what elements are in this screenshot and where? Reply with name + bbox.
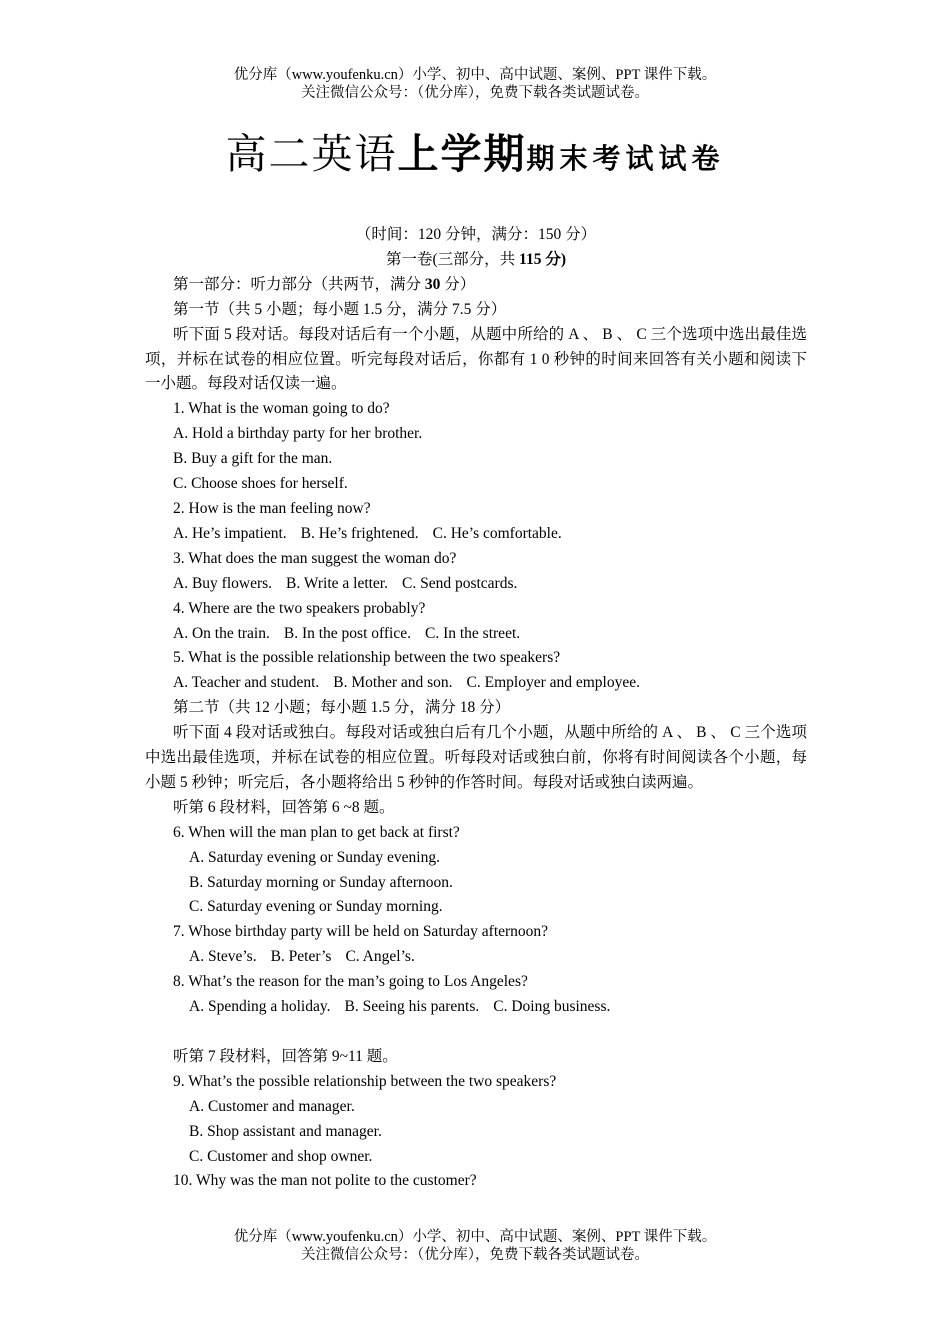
page-footer [0, 1228, 950, 1264]
question-2-option-a: A. He’s impatient. [173, 524, 287, 542]
question-8-option-b: B. Seeing his parents. [344, 998, 480, 1016]
question-8-options [145, 995, 807, 1020]
question-5-options [145, 671, 807, 696]
question-4-option-a: A. On the train. [173, 624, 270, 642]
exam-content [145, 223, 807, 1194]
section-2-heading: 第二节（共 12 小题；每小题 1.5 分，满分 18 分） [173, 699, 511, 717]
question-5-option-a: A. Teacher and student. [173, 674, 320, 692]
question-9-option-c: C. Customer and shop owner. [189, 1147, 373, 1165]
question-8-option-c: C. Doing business. [493, 998, 611, 1016]
material-7-heading: 听第 7 段材料，回答第 9~11 题。 [173, 1047, 398, 1065]
question-6: 6. When will the man plan to get back at first? [173, 823, 460, 841]
question-2-option-c: C. He’s comfortable. [432, 524, 562, 542]
blank-line [145, 1020, 807, 1045]
question-4-options [145, 622, 807, 647]
question-4-option-b: B. In the post office. [283, 624, 411, 642]
title-part-3: 期末考试试卷 [526, 142, 725, 175]
question-5-option-c: C. Employer and employee. [466, 674, 640, 692]
volume-1-heading: 第一卷(三部分，共 115 分) [386, 250, 566, 268]
material-6-heading: 听第 6 段材料，回答第 6 ~8 题。 [173, 798, 395, 816]
question-7-option-a: A. Steve’s. [189, 948, 257, 966]
question-7-option-c: C. Angel’s. [345, 948, 415, 966]
question-3-option-a: A. Buy flowers. [173, 574, 273, 592]
question-8: 8. What’s the reason for the man’s going to Los Angeles? [173, 973, 528, 991]
question-4-option-c: C. In the street. [425, 624, 521, 642]
footer-line-2: 关注微信公众号：（优分库），免费下载各类试题试卷。 [301, 1247, 649, 1263]
question-9-option-b: B. Shop assistant and manager. [189, 1122, 382, 1140]
footer-line-1: 优分库（www.youfenku.cn）小学、初中、高中试题、案例、PPT 课件下载。 [233, 1229, 717, 1245]
question-6-option-c: C. Saturday evening or Sunday morning. [189, 898, 443, 916]
question-1-option-a: A. Hold a birthday party for her brother. [173, 425, 423, 443]
page-title [0, 126, 950, 192]
question-6-option-a: A. Saturday evening or Sunday evening. [189, 848, 440, 866]
header-line-2: 关注微信公众号：（优分库），免费下载各类试题试卷。 [301, 85, 649, 101]
question-5-option-b: B. Mother and son. [333, 674, 453, 692]
question-9: 9. What’s the possible relationship between the two speakers? [173, 1072, 557, 1090]
question-2-options [145, 522, 807, 547]
question-1-option-c: C. Choose shoes for herself. [173, 475, 348, 493]
section-1-instruction: 听下面 5 段对话。每段对话后有一个小题，从题中所给的 A 、 B 、 C 三个选项中选出最佳选项，并标在试卷的相应位置。听完每段对话后，你都有 1 0 秒钟的时间来回答有关小题和阅读下一小题。每段对话仅读一遍。 [145, 325, 807, 393]
question-5: 5. What is the possible relationship between the two speakers? [173, 649, 561, 667]
question-3-option-c: C. Send postcards. [402, 574, 518, 592]
question-10: 10. Why was the man not polite to the customer? [173, 1172, 477, 1190]
part-1-heading: 第一部分：听力部分（共两节，满分 30 分） [173, 275, 476, 293]
question-7: 7. Whose birthday party will be held on Saturday afternoon? [173, 923, 549, 941]
section-2-instruction: 听下面 4 段对话或独白。每段对话或独白后有几个小题，从题中所给的 A 、 B 、 C 三个选项中选出最佳选项，并标在试卷的相应位置。听每段对话或独白前，你将有时间阅读各个小题，每小题 5 秒钟；听完后，各小题将给出 5 秒钟的作答时间。每段对话或独白读两遍。 [145, 724, 807, 791]
question-3-option-b: B. Write a letter. [286, 574, 388, 592]
question-4: 4. Where are the two speakers probably? [173, 599, 426, 617]
exam-info: （时间：120 分钟，满分：150 分） [355, 226, 597, 243]
question-9-option-a: A. Customer and manager. [189, 1097, 355, 1115]
question-7-options [145, 945, 807, 970]
question-2-option-b: B. He’s frightened. [300, 524, 419, 542]
question-2: 2. How is the man feeling now? [173, 499, 371, 517]
question-1: 1. What is the woman going to do? [173, 400, 390, 418]
title-part-2: 上学期 [397, 130, 527, 178]
question-7-option-b: B. Peter’s [270, 948, 332, 966]
question-6-option-b: B. Saturday morning or Sunday afternoon. [189, 873, 453, 891]
question-1-option-b: B. Buy a gift for the man. [173, 450, 333, 468]
page-header [0, 66, 950, 102]
section-1-heading: 第一节（共 5 小题；每小题 1.5 分，满分 7.5 分） [173, 300, 507, 318]
question-3-options [145, 572, 807, 597]
title-part-1: 高二英语 [225, 130, 398, 178]
question-3: 3. What does the man suggest the woman do? [173, 549, 457, 567]
question-8-option-a: A. Spending a holiday. [189, 998, 331, 1016]
header-line-1: 优分库（www.youfenku.cn）小学、初中、高中试题、案例、PPT 课件下载。 [233, 67, 717, 83]
